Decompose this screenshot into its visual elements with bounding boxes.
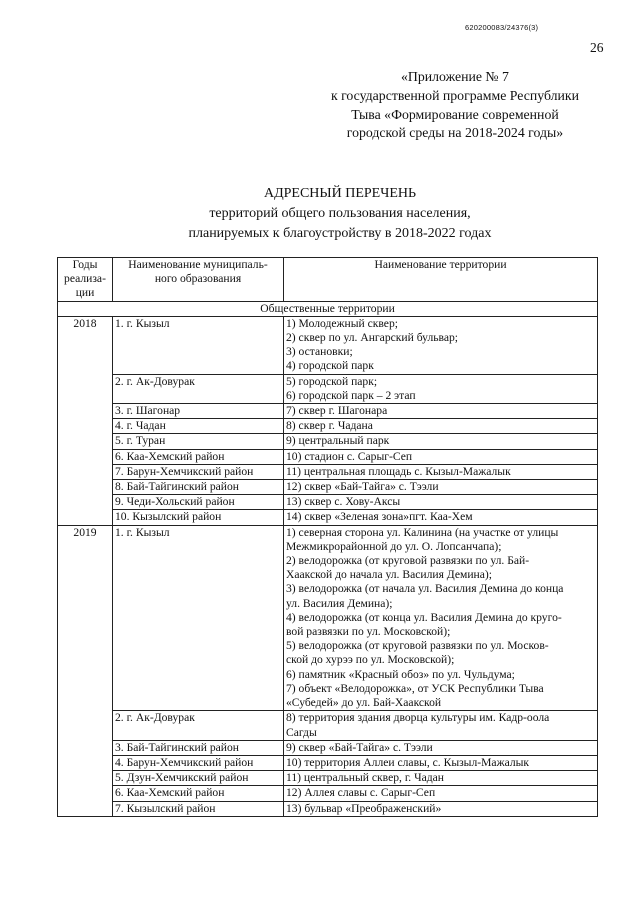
municipality-cell: 1. г. Кызыл — [113, 316, 284, 374]
territory-item: 3) остановки; — [286, 345, 353, 359]
municipality-cell: 5. г. Туран — [113, 434, 284, 449]
municipality-cell: 8. Бай-Тайгинский район — [113, 480, 284, 495]
address-list-table — [57, 257, 598, 817]
title-subline: планируемых к благоустройству в 2018-2022 годах — [188, 226, 492, 241]
municipality-cell: 7. Кызылский район — [113, 801, 284, 816]
table-row — [58, 711, 598, 740]
territory-item: 8) сквер г. Чадана — [286, 419, 373, 433]
municipality-cell: 6. Каа-Хемский район — [113, 786, 284, 801]
municipality-cell: 5. Дзун-Хемчикский район — [113, 771, 284, 786]
table-row — [58, 464, 598, 479]
table-row — [58, 740, 598, 755]
title-subline: территорий общего пользования населения, — [209, 206, 471, 221]
document-title — [80, 184, 600, 244]
municipality-cell: 9. Чеди-Хольский район — [113, 495, 284, 510]
municipality-cell: 3. г. Шагонар — [113, 404, 284, 419]
territory-item: 12) сквер «Бай-Тайга» с. Тээли — [286, 480, 439, 494]
territory-cell — [284, 711, 598, 740]
territory-item: 10) территория Аллеи славы, с. Кызыл-Мажалык — [286, 755, 530, 769]
table-row — [58, 771, 598, 786]
territory-item: «Субедей» до ул. Бай-Хаакской — [286, 696, 442, 710]
table-row — [58, 525, 598, 711]
territory-item: вой развязки по ул. Московской); — [286, 625, 451, 639]
year-cell: 2019 — [58, 525, 113, 816]
header-years-line: Годы — [72, 258, 98, 271]
table-row — [58, 755, 598, 770]
table-row — [58, 374, 598, 403]
page-number: 26 — [590, 40, 604, 55]
territory-item: 3) велодорожка (от начала ул. Василия Демина до конца — [286, 582, 564, 596]
municipality-cell: 4. Барун-Хемчикский район — [113, 755, 284, 770]
territory-cell — [284, 449, 598, 464]
territory-item: 1) северная сторона ул. Калинина (на участке от улицы — [286, 525, 559, 539]
header-municipality — [113, 258, 284, 302]
header-territory — [284, 258, 598, 302]
municipality-cell: 1. г. Кызыл — [113, 525, 284, 711]
appendix-line: к государственной программе Республики — [330, 87, 580, 103]
section-title: Общественные территории — [58, 301, 598, 316]
territory-item: 7) сквер г. Шагонара — [286, 404, 388, 418]
territory-cell — [284, 419, 598, 434]
territory-item: 8) территория здания дворца культуры им. Кадр-оола — [286, 711, 550, 725]
table-row — [58, 404, 598, 419]
territory-cell — [284, 434, 598, 449]
territory-item: 6) городской парк – 2 этап — [286, 388, 416, 402]
table-row — [58, 510, 598, 525]
territory-item: 1) Молодежный сквер; — [286, 316, 398, 330]
territory-item: 4) велодорожка (от конца ул. Василия Демина до круго- — [286, 610, 562, 624]
territory-item: 9) центральный парк — [286, 434, 390, 448]
table-header-row — [58, 258, 598, 302]
territory-item: Сагды — [286, 725, 317, 739]
territory-cell — [284, 771, 598, 786]
municipality-cell: 10. Кызылский район — [113, 510, 284, 525]
header-municipality-line: ного образования — [154, 272, 242, 286]
header-years-line: ции — [75, 286, 95, 300]
header-years — [58, 258, 113, 302]
territory-item: ской до хурээ по ул. Московской); — [286, 653, 455, 667]
territory-item: 5) городской парк; — [286, 374, 378, 388]
document-number: 620200083/24376(3) — [465, 23, 539, 32]
table-body — [58, 258, 598, 817]
header-territory-line: Наименование территории — [374, 258, 507, 271]
header-municipality-line: Наименование муниципаль- — [128, 258, 268, 271]
territory-item: 13) бульвар «Преображенский» — [286, 801, 442, 815]
title-main: АДРЕСНЫЙ ПЕРЕЧЕНЬ — [263, 186, 417, 201]
table-row — [58, 434, 598, 449]
section-row — [58, 301, 598, 316]
municipality-cell: 2. г. Ак-Довурак — [113, 711, 284, 740]
territory-cell — [284, 316, 598, 374]
municipality-cell: 2. г. Ак-Довурак — [113, 374, 284, 403]
territory-item: Межмикрорайонной до ул. О. Лопсанчапа); — [286, 539, 502, 553]
territory-item: 7) объект «Велодорожка», от УСК Республики Тыва — [286, 681, 544, 695]
territory-cell — [284, 404, 598, 419]
appendix-line: городской среды на 2018-2024 годы» — [346, 125, 564, 141]
table-row — [58, 801, 598, 816]
table-row — [58, 449, 598, 464]
territory-cell — [284, 525, 598, 711]
municipality-cell: 4. г. Чадан — [113, 419, 284, 434]
territory-item: 4) городской парк — [286, 359, 374, 373]
territory-cell — [284, 801, 598, 816]
territory-item: Хаакской до начала ул. Василия Демина); — [286, 568, 492, 582]
table-row — [58, 480, 598, 495]
municipality-cell: 7. Барун-Хемчикский район — [113, 464, 284, 479]
table-row — [58, 419, 598, 434]
appendix-line: Тыва «Формирование современной — [351, 106, 559, 122]
header-years-line: реализа- — [64, 272, 106, 286]
territory-cell — [284, 510, 598, 525]
territory-cell — [284, 755, 598, 770]
territory-item: 2) велодорожка (от круговой развязки по ул. Бай- — [286, 554, 530, 568]
appendix-line: «Приложение № 7 — [401, 69, 509, 84]
year-cell: 2018 — [58, 316, 113, 525]
territory-item: 10) стадион с. Сарыг-Сеп — [286, 449, 413, 463]
territory-cell — [284, 495, 598, 510]
territory-item: 6) памятник «Красный обоз» по ул. Чульдума; — [286, 667, 515, 681]
territory-cell — [284, 480, 598, 495]
table-row — [58, 495, 598, 510]
territory-cell — [284, 740, 598, 755]
territory-item: ул. Василия Демина); — [286, 596, 393, 610]
appendix-heading — [300, 68, 610, 143]
territory-item: 9) сквер «Бай-Тайга» с. Тээли — [286, 740, 433, 754]
territory-cell — [284, 464, 598, 479]
territory-item: 5) велодорожка (от круговой развязки по ул. Москов- — [286, 639, 549, 653]
territory-item: 11) центральный сквер, г. Чадан — [286, 771, 444, 785]
territory-item: 2) сквер по ул. Ангарский бульвар; — [286, 331, 459, 345]
territory-cell — [284, 786, 598, 801]
table-row — [58, 786, 598, 801]
territory-cell — [284, 374, 598, 403]
territory-item: 12) Аллея славы с. Сарыг-Сеп — [286, 786, 436, 800]
territory-item: 11) центральная площадь с. Кызыл-Мажалык — [286, 464, 511, 478]
territory-item: 13) сквер с. Хову-Аксы — [286, 495, 401, 509]
municipality-cell: 6. Каа-Хемский район — [113, 449, 284, 464]
territory-item: 14) сквер «Зеленая зона»пгт. Каа-Хем — [286, 510, 473, 524]
municipality-cell: 3. Бай-Тайгинский район — [113, 740, 284, 755]
table-row — [58, 316, 598, 374]
